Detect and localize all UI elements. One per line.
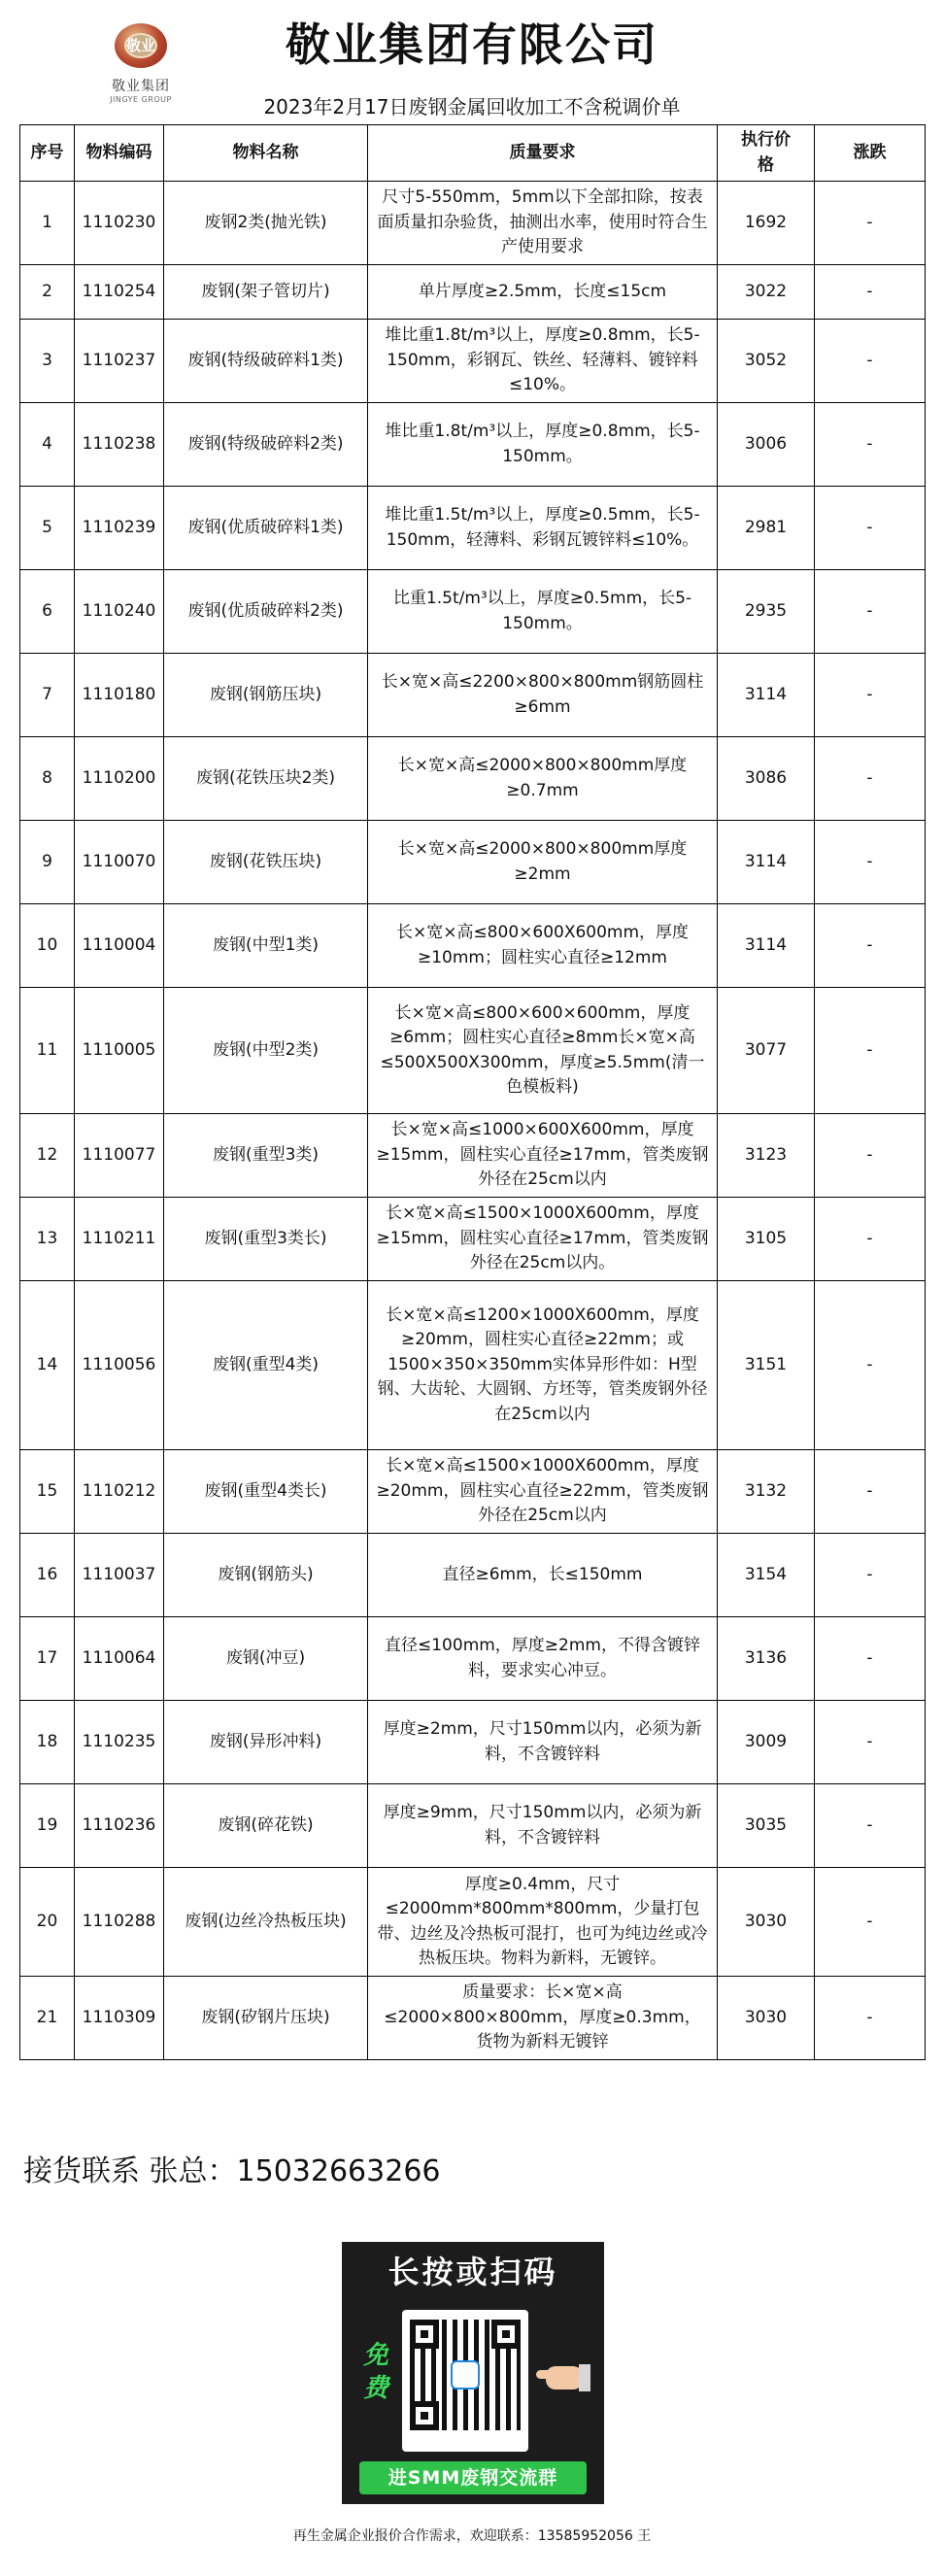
row-price: 3022 [718, 265, 815, 320]
row-code: 1110254 [75, 265, 164, 320]
row-name: 废钢(重型3类) [164, 1114, 368, 1198]
row-price: 3077 [718, 988, 815, 1114]
row-no: 5 [20, 487, 75, 570]
table-row [20, 1977, 926, 2060]
row-no: 1 [20, 182, 75, 265]
qr-bottom-banner: 进SMM废钢交流群 [359, 2461, 587, 2494]
row-price: 3114 [718, 654, 815, 737]
row-no: 6 [20, 570, 75, 654]
row-name: 废钢(钢筋头) [164, 1534, 368, 1617]
row-requirement: 厚度≥0.4mm，尺寸≤2000mm*800mm*800mm，少量打包带、边丝及冷热板可混打，也可为纯边丝或冷热板压块。物料为新料，无镀锌。 [368, 1868, 718, 1977]
row-price: 1692 [718, 182, 815, 265]
row-requirement: 堆比重1.8t/m³以上，厚度≥0.8mm，长5-150mm，彩钢瓦、铁丝、轻薄料、镀锌料≤10%。 [368, 320, 718, 403]
company-name: 敬业集团有限公司 [286, 18, 658, 71]
table-row [20, 737, 926, 821]
row-change: - [815, 821, 926, 904]
row-price: 3105 [718, 1198, 815, 1281]
row-no: 4 [20, 403, 75, 487]
row-code: 1110230 [75, 182, 164, 265]
header-change: 涨跌 [815, 125, 926, 182]
row-code: 1110238 [75, 403, 164, 487]
row-change: - [815, 570, 926, 654]
table-row [20, 988, 926, 1114]
header-price: 执行价格 [718, 125, 815, 182]
row-requirement: 长×宽×高≤2000×800×800mm厚度≥0.7mm [368, 737, 718, 821]
table-row [20, 487, 926, 570]
row-no: 17 [20, 1617, 75, 1701]
row-price: 3035 [718, 1784, 815, 1868]
row-name: 废钢(优质破碎料1类) [164, 487, 368, 570]
table-row [20, 570, 926, 654]
row-no: 2 [20, 265, 75, 320]
qr-finder-icon [410, 2320, 439, 2349]
row-name: 废钢(边丝冷热板压块) [164, 1868, 368, 1977]
qr-finder-icon [491, 2320, 521, 2349]
row-change: - [815, 1281, 926, 1450]
row-requirement: 直径≥6mm，长≤150mm [368, 1534, 718, 1617]
row-code: 1110005 [75, 988, 164, 1114]
row-change: - [815, 182, 926, 265]
table-row [20, 1868, 926, 1977]
price-table [19, 124, 926, 2060]
row-code: 1110070 [75, 821, 164, 904]
qr-side-tag: 免费 [363, 2341, 389, 2403]
row-no: 20 [20, 1868, 75, 1977]
header-name: 物料名称 [164, 125, 368, 182]
qr-code[interactable] [402, 2310, 528, 2452]
row-requirement: 长×宽×高≤1500×1000X600mm，厚度≥20mm，圆柱实心直径≥22mm，管类废钢外径在25cm以内 [368, 1450, 718, 1534]
row-name: 废钢(冲豆) [164, 1617, 368, 1701]
row-price: 2981 [718, 487, 815, 570]
row-code: 1110004 [75, 904, 164, 988]
row-requirement: 单片厚度≥2.5mm，长度≤15cm [368, 265, 718, 320]
row-price: 3009 [718, 1701, 815, 1784]
qr-finder-icon [410, 2401, 439, 2430]
row-change: - [815, 1701, 926, 1784]
row-name: 废钢(重型4类) [164, 1281, 368, 1450]
row-requirement: 堆比重1.8t/m³以上，厚度≥0.8mm，长5-150mm。 [368, 403, 718, 487]
row-requirement: 质量要求：长×宽×高≤2000×800×800mm，厚度≥0.3mm，货物为新料无镀锌 [368, 1977, 718, 2060]
row-code: 1110212 [75, 1450, 164, 1534]
row-change: - [815, 320, 926, 403]
row-change: - [815, 737, 926, 821]
row-name: 废钢(中型2类) [164, 988, 368, 1114]
row-no: 13 [20, 1198, 75, 1281]
row-no: 15 [20, 1450, 75, 1534]
table-row [20, 1198, 926, 1281]
row-code: 1110236 [75, 1784, 164, 1868]
row-price: 3006 [718, 403, 815, 487]
logo-english-name: JINGYE GROUP [110, 95, 172, 104]
row-no: 10 [20, 904, 75, 988]
row-no: 11 [20, 988, 75, 1114]
row-no: 14 [20, 1281, 75, 1450]
row-price: 3114 [718, 821, 815, 904]
row-code: 1110309 [75, 1977, 164, 2060]
table-row [20, 904, 926, 988]
row-name: 废钢(花铁压块2类) [164, 737, 368, 821]
row-change: - [815, 1114, 926, 1198]
row-no: 12 [20, 1114, 75, 1198]
row-requirement: 尺寸5-550mm，5mm以下全部扣除，按表面质量扣杂验货，抽测出水率，使用时符合生产使用要求 [368, 182, 718, 265]
table-row [20, 1450, 926, 1534]
row-no: 18 [20, 1701, 75, 1784]
row-change: - [815, 1868, 926, 1977]
header-code: 物料编码 [75, 125, 164, 182]
row-name: 废钢(特级破碎料1类) [164, 320, 368, 403]
row-code: 1110288 [75, 1868, 164, 1977]
document-subtitle: 2023年2月17日废钢金属回收加工不含税调价单 [263, 95, 681, 119]
row-change: - [815, 904, 926, 988]
logo-name: 敬业集团 [112, 79, 170, 94]
logo-emblem-icon: 敬业 [111, 21, 171, 72]
row-name: 废钢(架子管切片) [164, 265, 368, 320]
row-requirement: 厚度≥2mm，尺寸150mm以内，必须为新料，不含镀锌料 [368, 1701, 718, 1784]
row-no: 7 [20, 654, 75, 737]
table-row [20, 1114, 926, 1198]
row-price: 2935 [718, 570, 815, 654]
table-row [20, 320, 926, 403]
table-header-row [20, 125, 926, 182]
row-price: 3154 [718, 1534, 815, 1617]
row-requirement: 长×宽×高≤800×600X600mm，厚度≥10mm；圆柱实心直径≥12mm [368, 904, 718, 988]
row-code: 1110064 [75, 1617, 164, 1701]
row-code: 1110180 [75, 654, 164, 737]
row-price: 3086 [718, 737, 815, 821]
row-name: 废钢(特级破碎料2类) [164, 403, 368, 487]
header-no: 序号 [20, 125, 75, 182]
row-price: 3114 [718, 904, 815, 988]
row-code: 1110240 [75, 570, 164, 654]
row-name: 废钢(中型1类) [164, 904, 368, 988]
row-change: - [815, 988, 926, 1114]
row-requirement: 长×宽×高≤800×600×600mm，厚度≥6mm；圆柱实心直径≥8mm长×宽×高≤500X500X300mm，厚度≥5.5mm(清一色模板料) [368, 988, 718, 1114]
row-code: 1110077 [75, 1114, 164, 1198]
row-requirement: 直径≤100mm，厚度≥2mm，不得含镀锌料，要求实心冲豆。 [368, 1617, 718, 1701]
row-name: 废钢(碎花铁) [164, 1784, 368, 1868]
row-requirement: 厚度≥9mm，尺寸150mm以内，必须为新料，不含镀锌料 [368, 1784, 718, 1868]
row-requirement: 堆比重1.5t/m³以上，厚度≥0.5mm，长5-150mm，轻薄料、彩钢瓦镀锌料≤10%。 [368, 487, 718, 570]
pointing-hand-icon [536, 2358, 590, 2393]
table-row [20, 1701, 926, 1784]
row-change: - [815, 1198, 926, 1281]
row-requirement: 长×宽×高≤2000×800×800mm厚度≥2mm [368, 821, 718, 904]
row-name: 废钢(优质破碎料2类) [164, 570, 368, 654]
row-price: 3123 [718, 1114, 815, 1198]
row-change: - [815, 654, 926, 737]
contact-line: 接货联系 张总：15032663266 [23, 2154, 441, 2188]
row-requirement: 比重1.5t/m³以上，厚度≥0.5mm，长5-150mm。 [368, 570, 718, 654]
row-change: - [815, 1534, 926, 1617]
row-requirement: 长×宽×高≤1500×1000X600mm，厚度≥15mm，圆柱实心直径≥17mm，管类废钢外径在25cm以内。 [368, 1198, 718, 1281]
row-code: 1110239 [75, 487, 164, 570]
row-change: - [815, 265, 926, 320]
row-price: 3151 [718, 1281, 815, 1450]
row-no: 21 [20, 1977, 75, 2060]
row-requirement: 长×宽×高≤1000×600X600mm，厚度≥15mm，圆柱实心直径≥17mm，管类废钢外径在25cm以内 [368, 1114, 718, 1198]
row-price: 3132 [718, 1450, 815, 1534]
row-code: 1110237 [75, 320, 164, 403]
row-code: 1110056 [75, 1281, 164, 1450]
row-change: - [815, 1617, 926, 1701]
row-code: 1110037 [75, 1534, 164, 1617]
table-row [20, 182, 926, 265]
row-change: - [815, 487, 926, 570]
row-name: 废钢(重型4类长) [164, 1450, 368, 1534]
table-row [20, 265, 926, 320]
row-no: 19 [20, 1784, 75, 1868]
row-name: 废钢(钢筋压块) [164, 654, 368, 737]
row-requirement: 长×宽×高≤2200×800×800mm钢筋圆柱≥6mm [368, 654, 718, 737]
row-name: 废钢(异形冲料) [164, 1701, 368, 1784]
row-price: 3030 [718, 1868, 815, 1977]
table-row [20, 1534, 926, 1617]
table-row [20, 821, 926, 904]
row-price: 3052 [718, 320, 815, 403]
header-requirement: 质量要求 [368, 125, 718, 182]
row-no: 3 [20, 320, 75, 403]
row-no: 16 [20, 1534, 75, 1617]
qr-center-logo-icon [451, 2360, 480, 2390]
table-row [20, 1617, 926, 1701]
row-requirement: 长×宽×高≤1200×1000X600mm，厚度≥20mm，圆柱实心直径≥22mm；或1500×350×350mm实体异形件如：H型钢、大齿轮、大圆钢、方坯等，管类废钢外径在25cm以内 [368, 1281, 718, 1450]
table-row [20, 403, 926, 487]
row-price: 3030 [718, 1977, 815, 2060]
row-code: 1110211 [75, 1198, 164, 1281]
document-header [0, 0, 944, 124]
row-no: 9 [20, 821, 75, 904]
row-code: 1110235 [75, 1701, 164, 1784]
row-change: - [815, 1450, 926, 1534]
qr-code-card[interactable] [342, 2242, 604, 2504]
row-price: 3136 [718, 1617, 815, 1701]
table-row [20, 1281, 926, 1450]
row-code: 1110200 [75, 737, 164, 821]
row-no: 8 [20, 737, 75, 821]
row-change: - [815, 1784, 926, 1868]
row-change: - [815, 403, 926, 487]
row-change: - [815, 1977, 926, 2060]
row-name: 废钢(重型3类长) [164, 1198, 368, 1281]
footer-note: 再生金属企业报价合作需求，欢迎联系：13585952056 王 [292, 2528, 652, 2544]
row-name: 废钢(花铁压块) [164, 821, 368, 904]
row-name: 废钢(矽钢片压块) [164, 1977, 368, 2060]
table-row [20, 654, 926, 737]
row-name: 废钢2类(抛光铁) [164, 182, 368, 265]
qr-top-text: 长按或扫码 [388, 2254, 558, 2290]
table-row [20, 1784, 926, 1868]
